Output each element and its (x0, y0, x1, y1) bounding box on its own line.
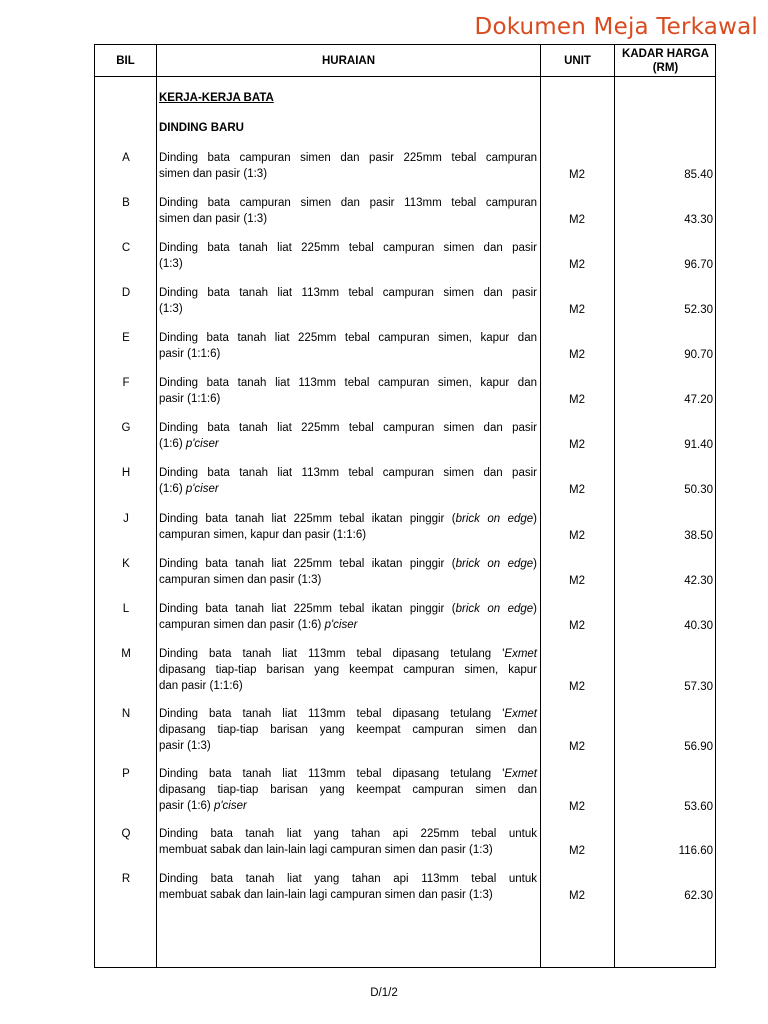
header-kadar-harga-label: KADAR HARGA (622, 47, 709, 60)
row-description-line: Dinding bata tanah liat 225mm tebal campuran simen dan pasir (159, 242, 537, 254)
row-bil: R (121, 873, 131, 885)
row-description-line: pasir (1:1:6) (159, 393, 221, 405)
row-description (159, 826, 537, 858)
row-unit: M2 (569, 890, 585, 902)
row-unit: M2 (569, 681, 585, 693)
row-description-line: Dinding bata tanah liat yang tahan api 113mm tebal untuk (159, 873, 537, 885)
row-rate: 50.30 (684, 484, 713, 496)
row-description-line: dan pasir (1:1:6) (159, 680, 243, 692)
row-description (159, 511, 537, 543)
row-description-line: Dinding bata tanah liat 113mm tebal campuran simen dan pasir (159, 287, 537, 299)
row-rate: 47.20 (684, 394, 713, 406)
header-unit: UNIT (564, 54, 591, 67)
row-description-line: pasir (1:1:6) (159, 348, 221, 360)
row-description-line: Dinding bata tanah liat 225mm tebal ikatan pinggir (brick on edge) (159, 603, 538, 615)
row-description-line: (1:6) p'ciser (159, 438, 219, 450)
row-unit: M2 (569, 394, 585, 406)
row-description-line: campuran simen, kapur dan pasir (1:1:6) (159, 529, 367, 541)
subsection-title: DINDING BARU (159, 122, 244, 134)
row-description (159, 601, 537, 633)
row-rate: 38.50 (684, 530, 713, 542)
section-title: KERJA-KERJA BATA (159, 92, 274, 104)
row-description-line: Dinding bata tanah liat 113mm tebal dipasang tetulang 'Exmet (159, 768, 537, 780)
row-unit: M2 (569, 620, 585, 632)
row-description-line: Dinding bata tanah liat 113mm tebal dipasang tetulang 'Exmet (159, 708, 537, 720)
row-description-line: dipasang tiap-tiap barisan yang keempat campuran simen dan (159, 724, 537, 736)
header-rm-label: (RM) (652, 61, 679, 74)
row-description (159, 706, 537, 754)
row-rate: 40.30 (684, 620, 713, 632)
row-description (159, 240, 537, 272)
row-bil: M (121, 648, 131, 660)
row-bil: H (121, 467, 131, 479)
row-description (159, 285, 537, 317)
row-description (159, 330, 537, 362)
row-unit: M2 (569, 575, 585, 587)
row-description-line: dipasang tiap-tiap barisan yang keempat campuran simen dan (159, 784, 537, 796)
row-description (159, 766, 537, 814)
row-description-line: Dinding bata tanah liat 225mm tebal campuran simen, kapur dan (159, 332, 537, 344)
row-unit: M2 (569, 741, 585, 753)
row-description-line: membuat sabak dan lain-lain lagi campuran simen dan pasir (1:3) (159, 844, 493, 856)
row-description-line: simen dan pasir (1:3) (159, 168, 268, 180)
row-unit: M2 (569, 214, 585, 226)
row-description-line: Dinding bata tanah liat 113mm tebal campuran simen, kapur dan (159, 377, 537, 389)
row-description-line: pasir (1:3) (159, 740, 211, 752)
row-description-line: membuat sabak dan lain-lain lagi campuran simen dan pasir (1:3) (159, 889, 493, 901)
row-description-line: dipasang tiap-tiap barisan yang keempat campuran simen, kapur (159, 664, 537, 676)
row-description-line: Dinding bata campuran simen dan pasir 225mm tebal campuran (159, 152, 537, 164)
row-unit: M2 (569, 484, 585, 496)
row-unit: M2 (569, 349, 585, 361)
row-bil: B (122, 197, 130, 209)
row-unit: M2 (569, 259, 585, 271)
row-bil: C (121, 242, 131, 254)
row-rate: 62.30 (684, 890, 713, 902)
row-rate: 91.40 (684, 439, 713, 451)
row-description (159, 420, 537, 452)
row-rate: 90.70 (684, 349, 713, 361)
row-description-line: Dinding bata tanah liat 225mm tebal ikatan pinggir (brick on edge) (159, 558, 538, 570)
row-bil: E (122, 332, 130, 344)
row-description-line: (1:3) (159, 303, 183, 315)
row-description (159, 195, 537, 227)
row-description-line: Dinding bata tanah liat yang tahan api 225mm tebal untuk (159, 828, 537, 840)
row-bil: J (123, 513, 129, 525)
row-description-line: campuran simen dan pasir (1:3) (159, 574, 322, 586)
row-description (159, 465, 537, 497)
row-bil: Q (121, 828, 131, 840)
row-description-line: Dinding bata tanah liat 113mm tebal campuran simen dan pasir (159, 467, 537, 479)
row-unit: M2 (569, 801, 585, 813)
row-unit: M2 (569, 845, 585, 857)
row-description (159, 556, 537, 588)
row-description (159, 871, 537, 903)
page-reference: D/1/2 (370, 987, 398, 999)
row-unit: M2 (569, 439, 585, 451)
row-rate: 43.30 (684, 214, 713, 226)
column-divider (614, 45, 615, 967)
row-unit: M2 (569, 530, 585, 542)
row-description-line: Dinding bata tanah liat 225mm tebal ikatan pinggir (brick on edge) (159, 513, 538, 525)
row-description (159, 646, 537, 694)
row-description-line: campuran simen dan pasir (1:6) p'ciser (159, 619, 358, 631)
row-description-line: Dinding bata campuran simen dan pasir 113mm tebal campuran (159, 197, 537, 209)
rates-table (94, 44, 716, 968)
row-bil: L (122, 603, 130, 615)
row-rate: 85.40 (684, 169, 713, 181)
row-rate: 42.30 (684, 575, 713, 587)
row-bil: N (121, 708, 131, 720)
row-rate: 53.60 (684, 801, 713, 813)
row-rate: 96.70 (684, 259, 713, 271)
row-description-line: Dinding bata tanah liat 225mm tebal campuran simen dan pasir (159, 422, 537, 434)
row-description-line: simen dan pasir (1:3) (159, 213, 268, 225)
row-bil: F (122, 377, 130, 389)
row-bil: G (121, 422, 131, 434)
header-huraian: HURAIAN (321, 54, 376, 67)
row-bil: P (122, 768, 130, 780)
column-divider (540, 45, 541, 967)
row-rate: 56.90 (684, 741, 713, 753)
row-bil: A (122, 152, 130, 164)
row-description-line: Dinding bata tanah liat 113mm tebal dipasang tetulang 'Exmet (159, 648, 537, 660)
row-rate: 57.30 (684, 681, 713, 693)
row-rate: 52.30 (684, 304, 713, 316)
row-bil: K (122, 558, 130, 570)
row-unit: M2 (569, 304, 585, 316)
header-kadar-harga (615, 45, 716, 76)
header-bil: BIL (116, 54, 135, 67)
row-description-line: (1:3) (159, 258, 183, 270)
controlled-document-stamp: Dokumen Meja Terkawal (474, 14, 758, 40)
row-unit: M2 (569, 169, 585, 181)
row-description (159, 150, 537, 182)
row-description (159, 375, 537, 407)
row-bil: D (121, 287, 131, 299)
header-divider (95, 76, 715, 77)
row-rate: 116.60 (678, 845, 713, 857)
row-description-line: pasir (1:6) p'ciser (159, 800, 247, 812)
row-description-line: (1:6) p'ciser (159, 483, 219, 495)
